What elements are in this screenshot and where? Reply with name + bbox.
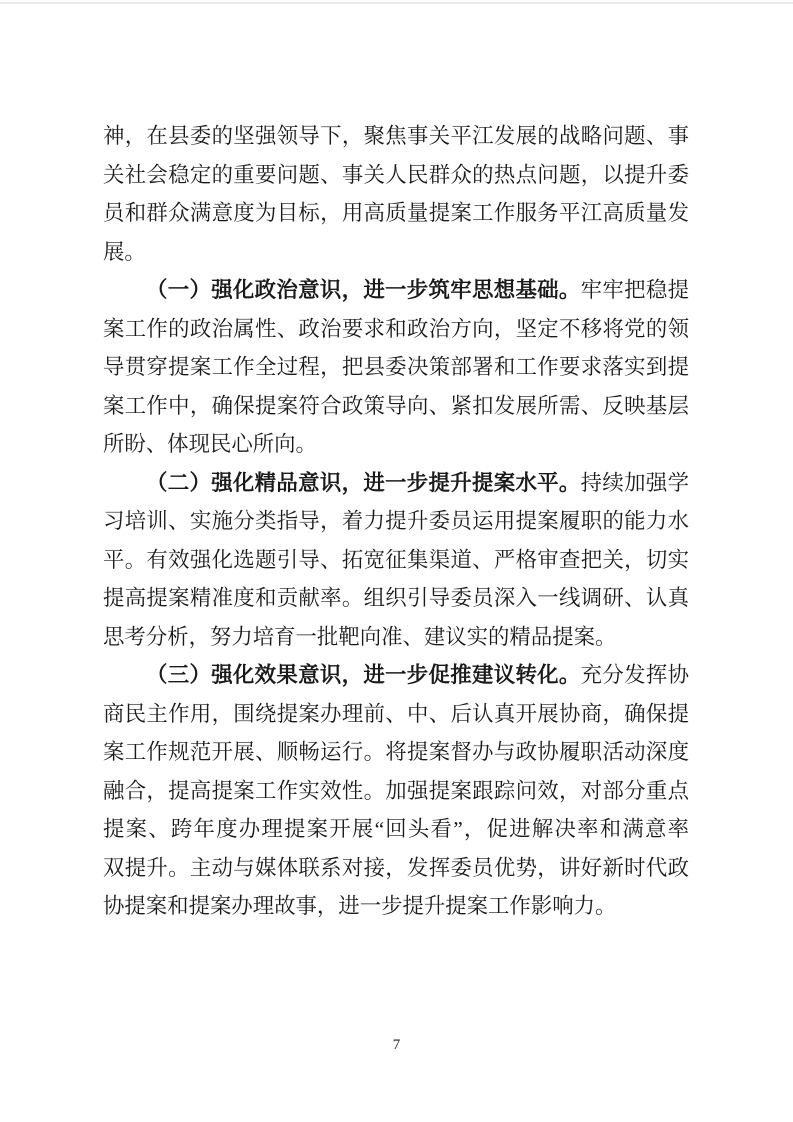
text-line: 案工作中，确保提案符合政策导向、紧扣发展所需、反映基层	[103, 393, 689, 418]
text-line: 神，在县委的坚强领导下，聚焦事关平江发展的战略问题、事	[103, 124, 689, 148]
text-line: 关社会稳定的重要问题、事关人民群众的热点问题，以提升委	[103, 162, 689, 187]
text-line: 提高提案精准度和贡献率。组织引导委员深入一线调研、认真	[103, 586, 689, 610]
text-line: 案工作的政治属性、政治要求和政治方向，坚定不移将党的领	[103, 316, 689, 341]
page-number: 7	[392, 1037, 401, 1053]
text-line: 双提升。主动与媒体联系对接，发挥委员优势，讲好新时代政	[103, 855, 689, 880]
text-line: 平。有效强化选题引导、拓宽征集渠道、严格审查把关，切实	[103, 547, 689, 572]
text-line: （一）强化政治意识，进一步筑牢思想基础。牢牢把稳提	[146, 278, 689, 302]
text-line: （三）强化效果意识，进一步促推建议转化。充分发挥协	[146, 663, 689, 687]
text-line: （二）强化精品意识，进一步提升提案水平。持续加强学	[146, 470, 689, 495]
text-line: 融合，提高提案工作实效性。加强提案跟踪问效，对部分重点	[103, 778, 689, 803]
text-line: 协提案和提案办理故事，进一步提升提案工作影响力。	[103, 894, 617, 918]
text-line: 提案、跨年度办理提案开展“回头看”，促进解决率和满意率	[103, 817, 689, 841]
page-top-edge-line	[0, 2, 793, 4]
section-heading: （一）强化政治意识，进一步筑牢思想基础。	[146, 278, 581, 302]
text-line: 习培训、实施分类指导，着力提升委员运用提案履职的能力水	[103, 509, 689, 533]
text-line: 员和群众满意度为目标，用高质量提案工作服务平江高质量发	[103, 201, 689, 225]
text-line: 商民主作用，围绕提案办理前、中、后认真开展协商，确保提	[103, 701, 689, 726]
text-line: 思考分析，努力培育一批靶向准、建议实的精品提案。	[103, 624, 617, 649]
text-line: 展。	[103, 239, 146, 264]
text-line: 导贯穿提案工作全过程，把县委决策部署和工作要求落实到提	[103, 355, 689, 379]
text-line: 案工作规范开展、顺畅运行。将提案督办与政协履职活动深度	[103, 740, 689, 764]
document-body	[103, 117, 689, 926]
section-heading: （二）强化精品意识，进一步提升提案水平。	[146, 470, 581, 495]
section-heading: （三）强化效果意识，进一步促推建议转化。	[146, 663, 581, 687]
text-line: 所盼、体现民心所向。	[103, 432, 317, 456]
